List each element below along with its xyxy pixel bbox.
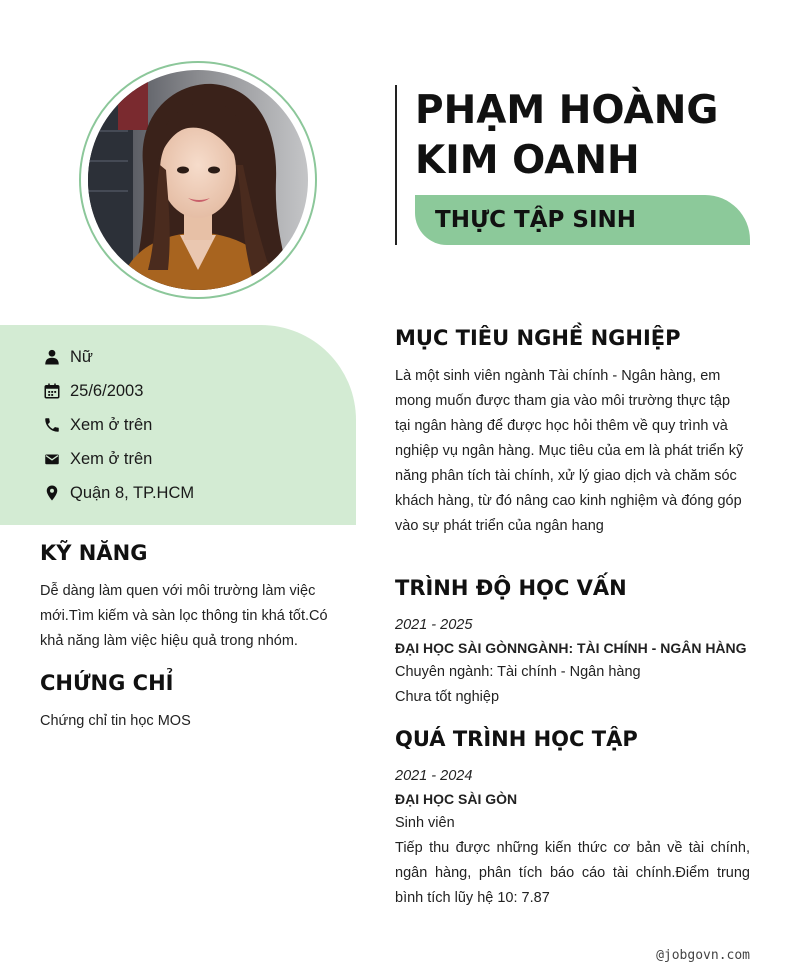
study-description: Tiếp thu được những kiến thức cơ bản về tài chính, ngân hàng, phân tích báo cáo tài chính.Điểm trung bình tích lũy hệ 10: 7.87 <box>395 840 750 906</box>
address-value: Quận 8, TP.HCM <box>70 483 195 502</box>
mail-icon <box>43 450 61 468</box>
dob-value: 25/6/2003 <box>70 381 144 400</box>
study-school: ĐẠI HỌC SÀI GÒN <box>395 791 518 807</box>
certificates-text: Chứng chỉ tin học MOS <box>40 713 191 729</box>
avatar <box>88 70 308 290</box>
objective-text: Là một sinh viên ngành Tài chính - Ngân hàng, em mong muốn được tham gia vào môi trường thực tập tại ngân hàng để được học hỏi thêm về quy trình và nghiệp vụ ngân hàng. Mục tiêu của em là phát triển kỹ năng phân tích tài chính, xử lý giao dịch và chăm sóc khách hàng, từ đó nâng cao kinh nghiệm và đóng góp vào sự phát triển của ngân hang <box>395 368 744 534</box>
email-value: Xem ở trên <box>70 449 153 468</box>
contact-gender <box>43 345 93 369</box>
phone-icon <box>43 416 61 434</box>
skills-text: Dễ dàng làm quen với môi trường làm việc mới.Tìm kiếm và sàn lọc thông tin khá tốt.Có khả năng làm việc hiệu quả trong nhóm. <box>40 583 328 649</box>
name-line-2: KIM OANH <box>415 138 640 183</box>
watermark: @jobgovn.com <box>656 948 750 963</box>
role-title: THỰC TẬP SINH <box>435 207 637 233</box>
skills-heading: KỸ NĂNG <box>40 541 148 565</box>
study-heading: QUÁ TRÌNH HỌC TẬP <box>395 727 638 751</box>
name-divider <box>395 85 397 245</box>
contact-email <box>43 447 152 471</box>
education-period: 2021 - 2025 <box>395 617 473 633</box>
calendar-icon <box>43 382 61 400</box>
education-status: Chưa tốt nghiệp <box>395 689 500 705</box>
candidate-name <box>415 86 755 186</box>
objective-heading: MỤC TIÊU NGHỀ NGHIỆP <box>395 326 681 350</box>
location-pin-icon <box>43 484 61 502</box>
certificates-heading: CHỨNG CHỈ <box>40 671 174 695</box>
person-icon <box>43 348 61 366</box>
education-major: Chuyên ngành: Tài chính - Ngân hàng <box>395 664 641 680</box>
contact-panel <box>0 325 356 525</box>
study-period: 2021 - 2024 <box>395 768 473 784</box>
avatar-photo <box>88 70 308 290</box>
name-line-1: PHẠM HOÀNG <box>415 88 719 133</box>
study-position: Sinh viên <box>395 815 455 831</box>
gender-value: Nữ <box>70 347 93 366</box>
education-school: ĐẠI HỌC SÀI GÒNNGÀNH: TÀI CHÍNH - NGÂN HÀNG <box>395 640 747 656</box>
phone-value: Xem ở trên <box>70 415 153 434</box>
contact-address <box>43 481 194 505</box>
contact-dob <box>43 379 143 403</box>
contact-phone <box>43 413 152 437</box>
education-heading: TRÌNH ĐỘ HỌC VẤN <box>395 576 627 600</box>
role-badge <box>415 195 750 245</box>
